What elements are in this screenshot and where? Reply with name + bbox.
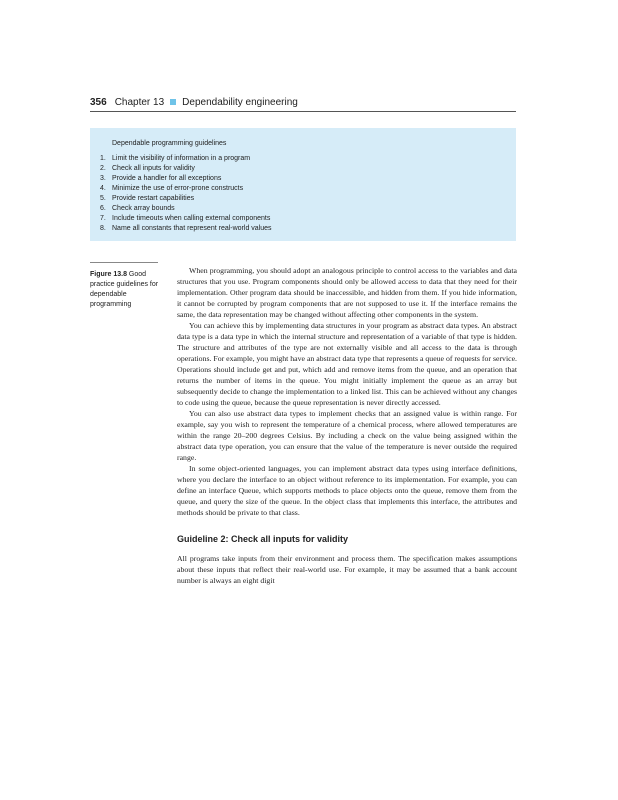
caption-rule: [90, 262, 158, 263]
guideline-number: 2.: [100, 165, 106, 172]
chapter-label: Chapter 13: [114, 97, 165, 108]
guideline-item: [100, 154, 516, 164]
guideline-item: [100, 164, 516, 174]
guideline-text: Check array bounds: [112, 205, 175, 212]
guideline-item: [100, 194, 516, 204]
guidelines-list: [100, 154, 516, 234]
header-rule: [90, 111, 516, 112]
guideline-item: [100, 204, 516, 214]
header-separator-square: [170, 99, 176, 105]
body-paragraph: When programming, you should adopt an analogous principle to control access to the variables and data structures that you use. Program components should only be allowed access to data that they need for their implementation. Other program data should be inaccessible, and hidden from them. If you hide information, it cannot be corrupted by program components that are not supposed to use it. If the interface remains the same, the data representation may be changed without affecting other components in the system.: [177, 266, 517, 319]
guideline-number: 6.: [100, 205, 106, 212]
guideline-text: Limit the visibility of information in a program: [112, 155, 251, 162]
guideline-number: 3.: [100, 175, 106, 182]
guideline-text: Minimize the use of error-prone constructs: [112, 185, 244, 192]
section-heading: Guideline 2: Check all inputs for validity: [177, 534, 349, 544]
body-paragraph: All programs take inputs from their environment and process them. The specification makes assumptions about these inputs that reflect their real-world use. For example, it may be assumed that a bank account number is always an eight digit: [177, 554, 517, 585]
page-number: 356: [90, 97, 107, 108]
guideline-text: Include timeouts when calling external components: [112, 215, 271, 222]
guideline-number: 8.: [100, 225, 106, 232]
body-paragraph: You can also use abstract data types to implement checks that an assigned value is within range. For example, say you wish to represent the temperature of a chemical process, where allowed temperatures are within the range 20–200 degrees Celsius. By including a check on the value being assigned within the abstract data type operation, you can ensure that the value of the temperature is never outside the required range.: [177, 409, 517, 462]
figure-label: Figure 13.8: [90, 271, 127, 278]
guideline-number: 7.: [100, 215, 106, 222]
guideline-item: [100, 224, 516, 234]
body-text: [177, 265, 517, 586]
running-header: [90, 95, 516, 110]
guideline-item: [100, 184, 516, 194]
chapter-title: Dependability engineering: [182, 97, 298, 108]
figure-caption: [90, 270, 168, 310]
guideline-text: Provide a handler for all exceptions: [112, 175, 222, 182]
body-paragraph: In some object-oriented languages, you can implement abstract data types using interface definitions, where you declare the interface to an object without reference to its implementation. For example, you can define an interface Queue, which supports methods to place objects onto the queue, remove them from the queue, and query the size of the queue. In the object class that implements this interface, the attributes and methods should be private to that class.: [177, 464, 517, 517]
guidelines-box: [90, 128, 516, 241]
guideline-item: [100, 174, 516, 184]
guideline-text: Name all constants that represent real-world values: [112, 225, 272, 232]
guideline-item: [100, 214, 516, 224]
guidelines-box-title: Dependable programming guidelines: [112, 140, 227, 147]
guideline-number: 5.: [100, 195, 106, 202]
body-paragraph: You can achieve this by implementing data structures in your program as abstract data types. An abstract data type is a data type in which the internal structure and representation of a variable of that type is hidden. The structure and attributes of the type are not externally visible and all access to the data is through operations. For example, you might have an abstract data type that represents a queue of requests for service. Operations should include get and put, which add and remove items from the queue, and an operation that returns the number of items in the queue. You might initially implement the queue as an array but subsequently decide to change the implementation to a linked list. This can be achieved without any changes to code using the queue, because the queue representation is never directly accessed.: [177, 321, 517, 407]
guideline-number: 1.: [100, 155, 106, 162]
guideline-text: Provide restart capabilities: [112, 195, 195, 202]
figure-caption-text: Good practice guidelines for dependable programming: [90, 271, 159, 308]
guideline-number: 4.: [100, 185, 106, 192]
guideline-text: Check all inputs for validity: [112, 165, 195, 172]
